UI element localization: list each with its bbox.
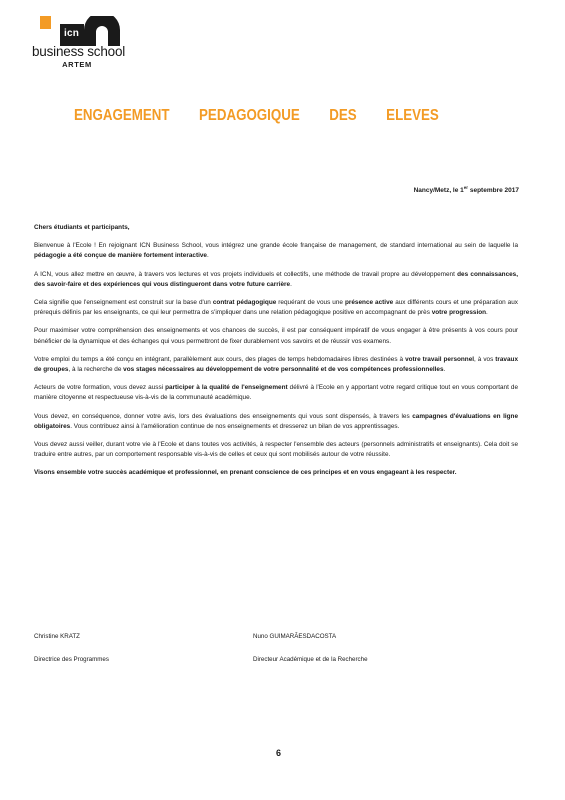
paragraph-evaluations xyxy=(34,412,518,432)
bold-run: présence active xyxy=(344,299,394,307)
text-run: . xyxy=(486,309,488,317)
text-run: , à la recherche de xyxy=(68,366,124,374)
icn-logo-mark xyxy=(40,16,120,46)
bold-run: travaux de groupes xyxy=(34,355,519,374)
signature-left-name: Christine KRATZ xyxy=(34,633,80,640)
bold-run: contrat pédagogique xyxy=(212,299,277,307)
text-run: Vous devez aussi veiller, durant votre vie à l'Ecole et dans toutes vos activités, à respecter l'ensemble des acteurs (personnels administratifs et enseignants). Cela doit se traduire entre autres, par un comportement responsable vis-à-vis de celles et ceux qui sont mobilisés autour de votre réussite. xyxy=(34,441,518,459)
text-run: . xyxy=(206,252,209,260)
text-run: Acteurs de votre formation, vous devez aussi xyxy=(34,384,166,392)
bold-run: Visons ensemble votre succès académique et professionnel, en prenant conscience de ces principes et en vous engageant à les respecter. xyxy=(34,469,457,477)
bold-run: des connaissances, des savoir-faire et des expériences qui vous distingueront dans votre future carrière xyxy=(34,270,519,288)
logo-business-school-text: business school xyxy=(32,44,126,59)
page-title: ENGAGEMENT PEDAGOGIQUE DES ELEVES xyxy=(74,107,439,124)
bold-run: vos stages nécessaires au développement de votre personnalité et de vos compétences professionnelles xyxy=(123,366,444,374)
text-run: . xyxy=(443,366,446,374)
text-run: aux différents cours et une préparation aux prérequis définis par les enseignants, ce qui leur permettra de s'impliquer dans une relation pédagogique positive en accompagnant de près xyxy=(34,299,518,317)
paragraph-attendance xyxy=(34,326,518,346)
text-run: Cela signifie que l'enseignement est construit sur la base d'un xyxy=(34,299,213,307)
text-run: requérant de vous une xyxy=(276,299,345,307)
signature-right-title: Directeur Académique et de la Recherche xyxy=(253,656,368,663)
icn-business-school-logo xyxy=(32,14,126,72)
signature-right-name: Nuno GUIMARÃESDACOSTA xyxy=(253,633,337,640)
bold-run: campagnes d'évaluations en ligne obligatoires xyxy=(34,412,518,430)
date-superscript: er xyxy=(463,185,469,190)
paragraph-quality xyxy=(34,383,518,403)
signature-left-title: Directrice des Programmes xyxy=(34,656,109,663)
text-run: Bienvenue à l'Ecole ! En rejoignant ICN Business School, vous intégrez une grande école française de management, de standard international au sein de laquelle la xyxy=(34,242,518,250)
bold-run: pédagogie a été conçue de manière fortement interactive xyxy=(34,252,207,260)
bold-run: votre travail personnel xyxy=(405,355,475,363)
text-run: Vous devez, en conséquence, donner votre avis, lors des évaluations des enseignements qui vous sont dispensés, à travers les xyxy=(34,412,413,420)
text-run: . xyxy=(290,280,292,288)
bold-run: participer à la qualité de l'enseignement xyxy=(165,384,288,392)
logo-artem-text: ARTEM xyxy=(62,60,92,69)
text-run: Pour maximiser votre compréhension des enseignements et vos chances de succès, il est par conséquent impératif de vous engager à être présents à vos cours pour bénéficier de la dynamique et des échanges qui vous permettront de fixer durablement vos savoirs et de réussir vos examens. xyxy=(34,327,518,345)
text-run: Votre emploi du temps a été conçu en intégrant, parallèlement aux cours, des plages de temps hebdomadaires libres destinées à xyxy=(34,355,406,363)
letter-body xyxy=(34,223,518,487)
bold-run: votre progression xyxy=(431,309,487,317)
paragraph-method xyxy=(34,270,518,290)
text-run: , à vos xyxy=(474,355,496,363)
greeting: Chers étudiants et participants, xyxy=(34,224,130,231)
text-run: délivré à l'Ecole en y apportant votre regard critique tout en vous comportant de manière citoyenne et respectueuse vis-à-vis de la communauté académique. xyxy=(34,384,519,402)
paragraph-respect xyxy=(34,440,518,460)
text-run: A ICN, vous allez mettre en œuvre, à travers vos lectures et vos projets individuels et collectifs, une méthode de travail propre au développement xyxy=(34,270,458,278)
paragraph-welcome xyxy=(34,241,518,261)
date-suffix: septembre 2017 xyxy=(468,187,519,195)
paragraph-closing xyxy=(34,468,518,478)
paragraph-schedule xyxy=(34,355,518,375)
logo-icn-text: icn xyxy=(64,28,80,39)
date-line xyxy=(414,185,519,194)
text-run: . Vous contribuez ainsi à l'amélioration continue de nos enseignements et dresserez un bilan de vos apprentissages. xyxy=(70,422,400,430)
date-prefix: Nancy/Metz, le 1 xyxy=(413,187,464,195)
paragraph-contract xyxy=(34,298,518,318)
page-number: 6 xyxy=(276,748,282,758)
